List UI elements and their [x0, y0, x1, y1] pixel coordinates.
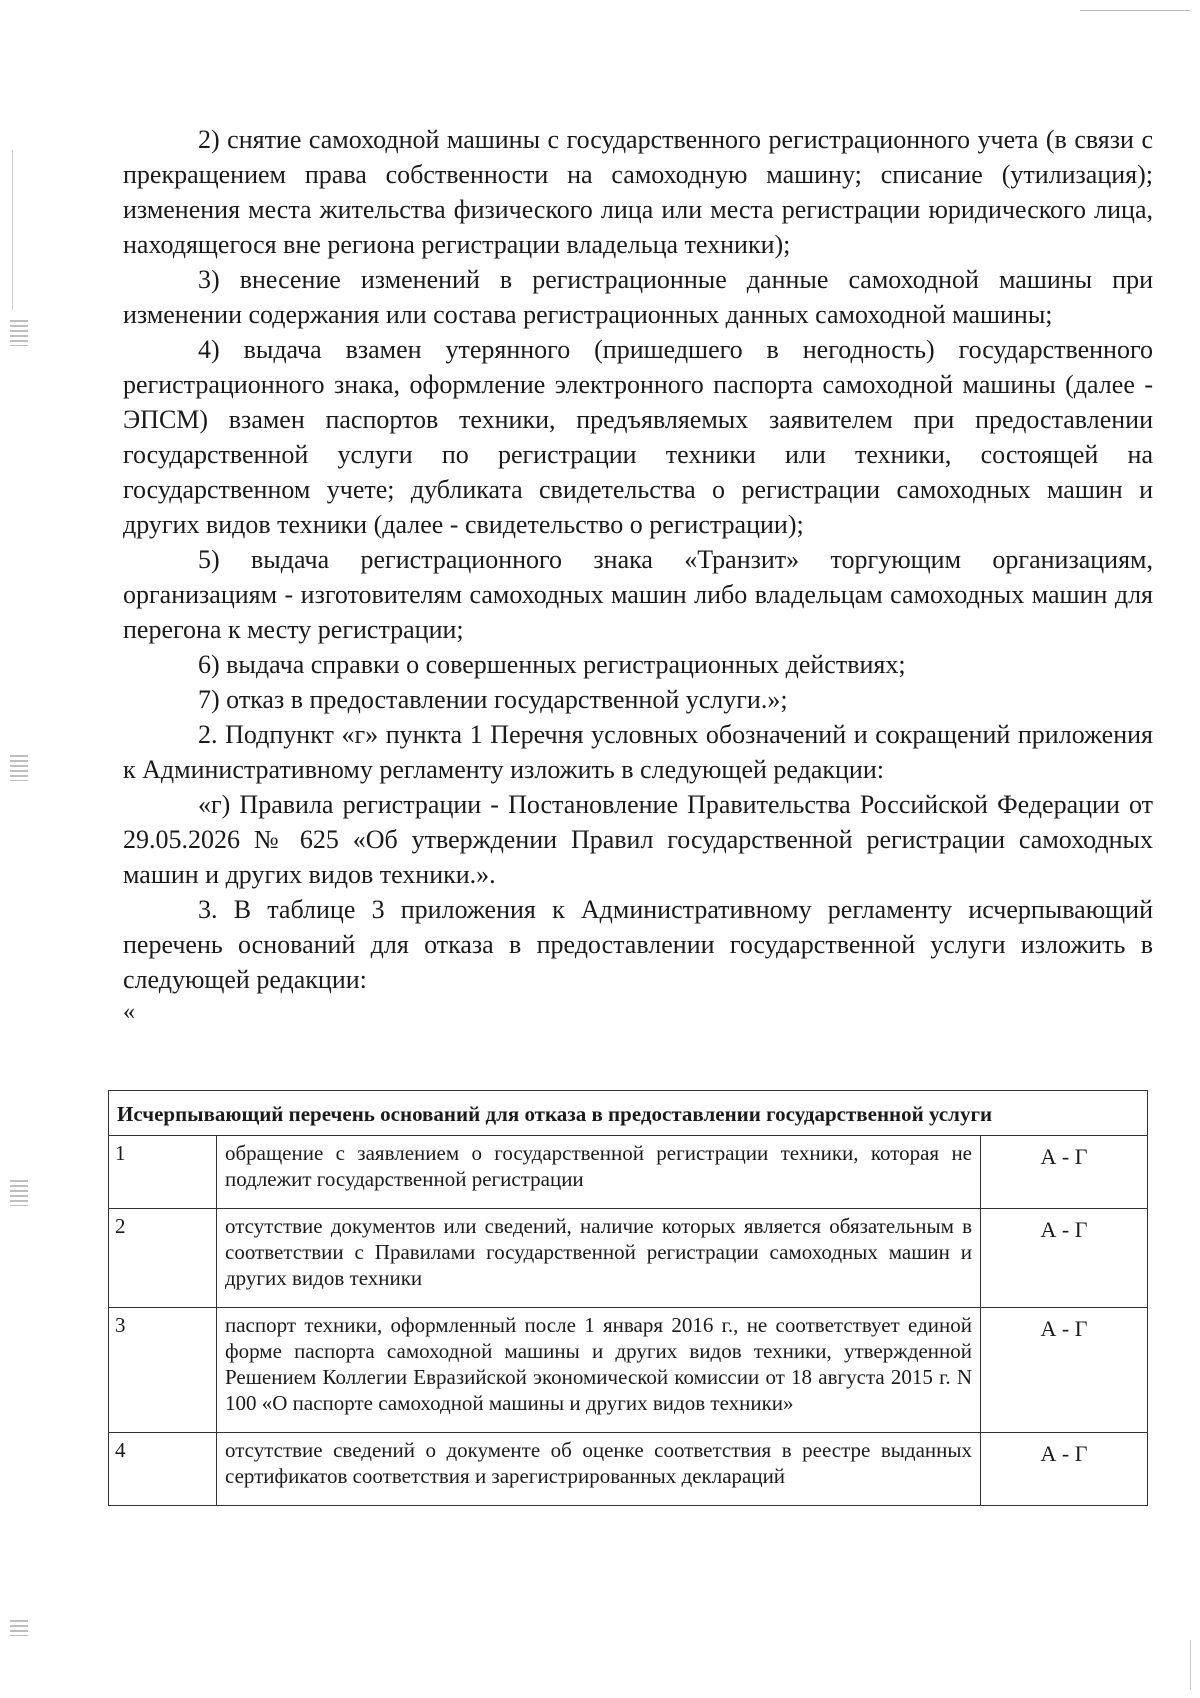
- row-code: А - Г: [981, 1433, 1148, 1506]
- row-code: А - Г: [981, 1308, 1148, 1433]
- scan-artifact-right-edge: [1190, 1640, 1191, 1690]
- opening-quote: «: [123, 999, 135, 1025]
- row-number: 2: [109, 1209, 217, 1308]
- table-header-row: [109, 1091, 1148, 1136]
- paragraph: 6) выдача справки о совершенных регистрационных действиях;: [198, 650, 906, 679]
- table-header: Исчерпывающий перечень оснований для отказа в предоставлении государственной услуги: [109, 1091, 1148, 1136]
- scan-artifact-margin-mark: [10, 755, 28, 781]
- paragraph: 3) внесение изменений в регистрационные данные самоходной машины при изменении содержания или состава регистрационных данных самоходной машины;: [123, 265, 1153, 329]
- scan-artifact-top-line: [1080, 10, 1190, 11]
- paragraph: 3. В таблице 3 приложения к Административному регламенту исчерпывающий перечень оснований для отказа в предоставлении государственной услуги изложить в следующей редакции:: [123, 895, 1153, 994]
- scan-artifact-margin-mark: [10, 320, 28, 346]
- row-description: отсутствие сведений о документе об оценке соответствия в реестре выданных сертификатов соответствия и зарегистрированных деклараций: [217, 1433, 981, 1506]
- row-description: паспорт техники, оформленный после 1 января 2016 г., не соответствует единой форме паспорта самоходной машины и других видов техники, утвержденной Решением Коллегии Евразийской экономической комиссии от 18 августа 2015 г. N 100 «О паспорте самоходной машины и других видов техники»: [217, 1308, 981, 1433]
- table-row: [109, 1433, 1148, 1506]
- paragraph: 4) выдача взамен утерянного (пришедшего в негодность) государственного регистрационного знака, оформление электронного паспорта самоходной машины (далее - ЭПСМ) взамен паспортов техники, предъявляемых заявителем при предоставлении государственной услуги по регистрации техники или техники, состоящей на государственном учете; дубликата свидетельства о регистрации самоходных машин и других видов техники (далее - свидетельство о регистрации);: [123, 335, 1153, 539]
- scan-artifact-margin-mark: [10, 1620, 28, 1636]
- row-code: А - Г: [981, 1209, 1148, 1308]
- paragraph: 5) выдача регистрационного знака «Транзит» торгующим организациям, организациям - изготовителям самоходных машин либо владельцам самоходных машин для перегона к месту регистрации;: [123, 545, 1153, 644]
- paragraph: 2. Подпункт «г» пункта 1 Перечня условных обозначений и сокращений приложения к Административному регламенту изложить в следующей редакции:: [123, 720, 1153, 784]
- row-code: А - Г: [981, 1136, 1148, 1209]
- row-description: отсутствие документов или сведений, наличие которых является обязательным в соответствии с Правилами государственной регистрации самоходных машин и других видов техники: [217, 1209, 981, 1308]
- table-row: [109, 1136, 1148, 1209]
- row-description: обращение с заявлением о государственной регистрации техники, которая не подлежит государственной регистрации: [217, 1136, 981, 1209]
- table-row: [109, 1209, 1148, 1308]
- paragraph: 2) снятие самоходной машины с государственного регистрационного учета (в связи с прекращением права собственности на самоходную машину; списание (утилизация); изменения места жительства физического лица или места регистрации юридического лица, находящегося вне региона регистрации владельца техники);: [123, 125, 1153, 259]
- document-body: [123, 122, 1153, 1027]
- row-number: 3: [109, 1308, 217, 1433]
- scan-artifact-left-edge: [12, 150, 13, 310]
- table-row: [109, 1308, 1148, 1433]
- row-number: 4: [109, 1433, 217, 1506]
- paragraph: 7) отказ в предоставлении государственной услуги.»;: [198, 685, 788, 714]
- paragraph: «г) Правила регистрации - Постановление Правительства Российской Федерации от 29.05.2026 № 625 «Об утверждении Правил государственной регистрации самоходных машин и других видов техники.».: [123, 790, 1153, 889]
- refusal-grounds-table: [108, 1090, 1148, 1506]
- scan-artifact-margin-mark: [10, 1180, 28, 1206]
- refusal-grounds-table-wrapper: [108, 1090, 1148, 1506]
- row-number: 1: [109, 1136, 217, 1209]
